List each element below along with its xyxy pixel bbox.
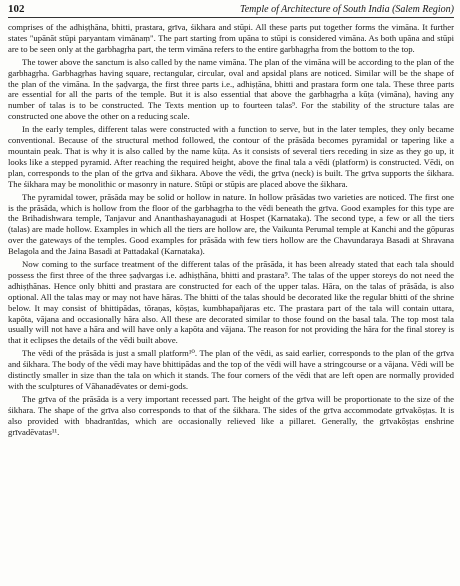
paragraph-7: The grīva of the prāsāda is a very important recessed part. The height of the grīva will be proportionate to the size of the śikhara. The shape of the grīva also corresponds to that of the śikhara. The sides of the grīva accommodate grīvakōṣṭas. It is also provided with bhadranīdas, which are occasionally relieved like a pillaret. Generally, the grīvakōṣṭas enshrine grīvadēvatas¹¹. bbox=[8, 393, 454, 437]
paragraph-1: comprises of the adhiṣṭhāna, bhitti, prastara, grīva, śikhara and stūpi. All these parts put together forms the vimāna. It further states "upānāt stūpi paryantam vimānaṃ". The part starting from upāna to stūpi is considered vimāna. As both upāna and stūpi are to be seen only at the garbhagṛha part, the term vimāna refers to the entire garbhagṛha from the bottom to the top. bbox=[8, 22, 454, 54]
paragraph-2: The tower above the sanctum is also called by the name vimāna. The plan of the vimāna will be according to the plan of the garbhagṛha. Garbhagṛhas having square, rectangular, circular, oval and apsidal plans are noticed. Similar will be the shape of the plan of the vimāna. In the ṣaḍvarga, the first three parts i.e., adhiṣṭāna, bhitti and prastara form one tala. These three parts are essential for all the parts of the temple. But it is also essential that above the garbhagṛha a kūṭa (vimāna), having any number of talas is to be constructed. The Texts mention up to fourteen talas⁹. For the stability of the structure talas are constructed one above the other on a reducing scale. bbox=[8, 56, 454, 122]
paragraph-6: The vēdi of the prāsāda is just a small platform¹⁰. The plan of the vēdi, as said earlier, corresponds to the plan of the grīva and śikhara. The body of the vēdi may have bhittipādas and the top of the vēdi will have a stringcourse or a vājana. Vēdi will be distinctly smaller in size than the tala on which it stands. The four corners of the vēdi that are left open are normally provided with the sculptures of Vāhanadēvates or demi-gods. bbox=[8, 348, 454, 391]
body-text bbox=[8, 22, 454, 438]
running-title: Temple of Architecture of South India (Salem Region) bbox=[240, 4, 454, 15]
page-header bbox=[8, 3, 454, 18]
paragraph-4: The pyramidal tower, prāsāda may be solid or hollow in nature. In hollow prāsādas two varieties are noticed. The first one is the prāsāda, which is hollow from the floor of the garbhagṛha to the vēdi beneath the grīva. Good examples for this type are the Brihadishwara temple, Tanjavur and Ananthashayanagudi at Hospet (Karnataka). The second type, a few or all the tiers (talas) are made hollow. Examples in which all the tiers are hollow are, the Vaikunta Perumal temple at Kanchi and the gōpuras over the gateways of the temples. Good examples for prāsāda with few tiers hollow are the Chavundaraya Basadi at Shravana Belagola and the Jaina Basadi at Pattadakal (Karnataka). bbox=[8, 191, 454, 257]
page-number: 102 bbox=[8, 3, 25, 15]
paragraph-5: Now coming to the surface treatment of the different talas of the prāsāda, it has been already stated that each tala should possess the first three of the three ṣaḍvargas i.e. adhiṣṭhāna, bhitti and prastara⁹. The talas of the upper storeys do not need the adhiṣṭhānas. Hence only bhitti and prastara are constructed for each of the upper talas. Hāra, on the talas of prāsāda, is also optional. All the talas may or may not have hāras. The bhitti of the talas should be decorated like the regular bhitti of the shrine below. It may consist of bhittipādas, tōraṇas, kōṣṭas, kumbhapañjaras etc. The prastara part of the tala will contain uttara, kapōta, vājana and occasionally hāra also. All these are decorated similar to those found on the basal tala. The top most tala usually will not have a hāra and will have only a kapōta and vājana. The reason for not providing the hāra for the final storey is that it eclipses the details of the vēdi built above. bbox=[8, 259, 454, 346]
paragraph-3: In the early temples, different talas were constructed with a function to serve, but in the later temples, they only became conventional. Because of the structural method followed, the contour of the prāsāda becomes pyramidal or tapering like a mountain peak. That is why it is also called by the name kūṭa. As it consists of several tiers receding in size as they go up, it looks like a stepped pyramid. After reaching the required height, above the final tala a vēdi (platform) is constructed. Vēdi, on plan, corresponds to the plan of the grīva and śikhara. Above the vēdi, the grīva (neck) is built. The grīva supports the śikhara. The śikhara may be monolithic or masonry in nature. Stūpi or stūpis are placed above the śikhara. bbox=[8, 124, 454, 189]
